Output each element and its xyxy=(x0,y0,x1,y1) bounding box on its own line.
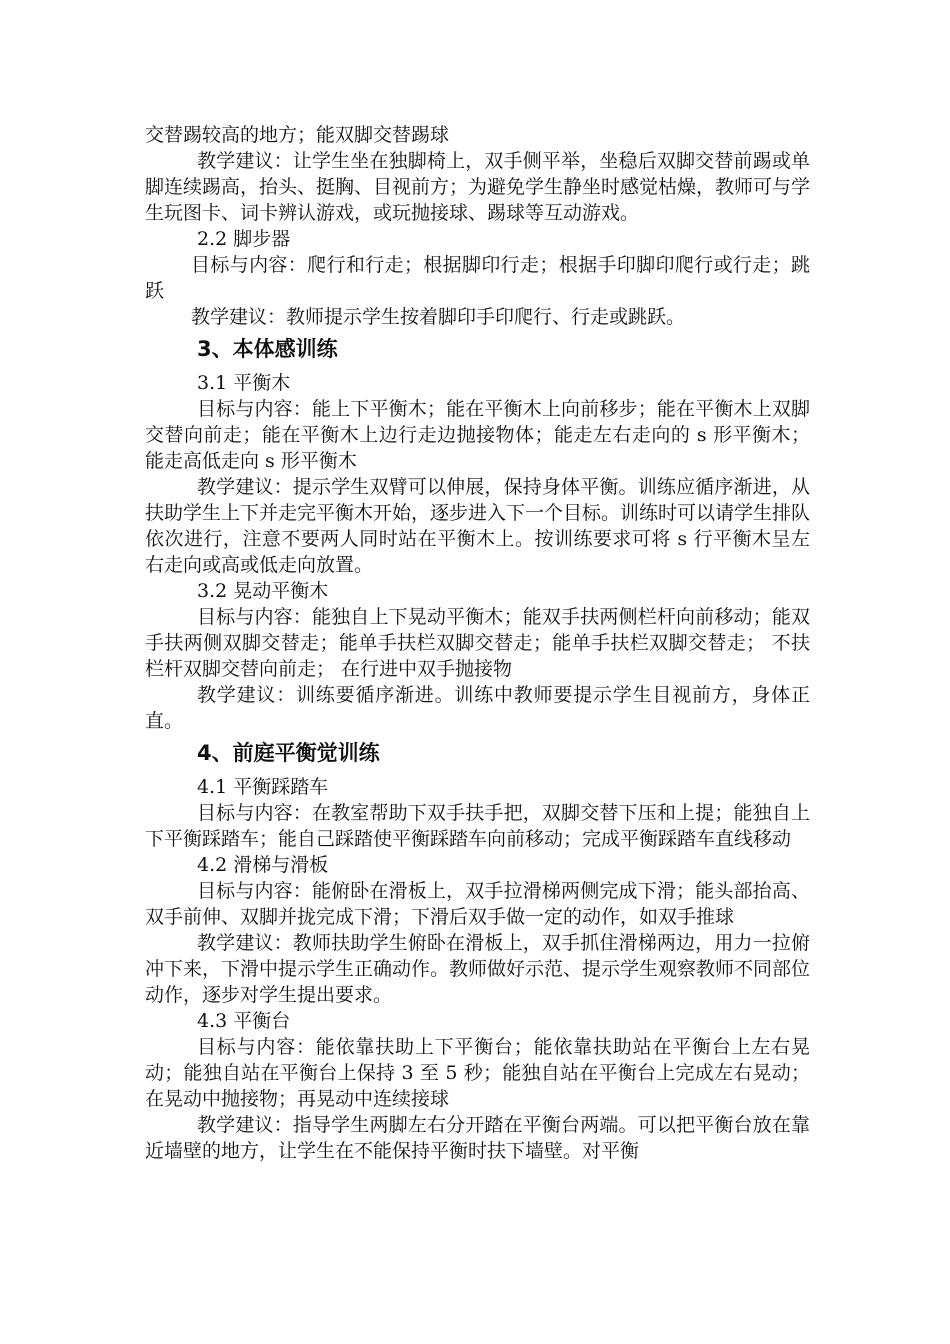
paragraph: 目标与内容：能独自上下晃动平衡木；能双手扶两侧栏杆向前移动；能双手扶两侧双脚交替走；能单手扶栏双脚交替走；能单手扶栏双脚交替走； 不扶栏杆双脚交替向前走； 在行进中双手抛接物 xyxy=(145,606,810,680)
paragraph: 教学建议：教师提示学生按着脚印手印爬行、行走或跳跃。 xyxy=(191,306,686,328)
document-page xyxy=(145,122,810,1164)
paragraph: 目标与内容：能俯卧在滑板上，双手拉滑梯两侧完成下滑；能头部抬高、双手前伸、双脚并拢完成下滑；下滑后双手做一定的动作，如双手推球 xyxy=(145,880,810,928)
paragraph: 目标与内容：在教室帮助下双手扶手把，双脚交替下压和上提；能独自上下平衡踩踏车；能自己踩踏使平衡踩踏车向前移动；完成平衡踩踏车直线移动 xyxy=(145,802,810,850)
paragraph: 教学建议：提示学生双臂可以伸展，保持身体平衡。训练应循序渐进，从扶助学生上下并走完平衡木开始，逐步进入下一个目标。训练时可以请学生排队依次进行，注意不要两人同时站在平衡木上。按训练要求可将 s 行平衡木呈左右走向或高或低走向放置。 xyxy=(145,476,811,576)
section-heading: 3、本体感训练 xyxy=(197,337,338,361)
subsection-title: 3.1 平衡木 xyxy=(197,372,291,394)
section-heading: 4、前庭平衡觉训练 xyxy=(197,741,380,765)
paragraph: 目标与内容：能上下平衡木；能在平衡木上向前移步；能在平衡木上双脚交替向前走；能在平衡木上边行走边抛接物体；能走左右走向的 s 形平衡木；能走高低走向 s 形平衡木 xyxy=(145,398,810,472)
paragraph: 教学建议：指导学生两脚左右分开踏在平衡台两端。可以把平衡台放在靠近墙壁的地方，让学生在不能保持平衡时扶下墙壁。对平衡 xyxy=(145,1114,810,1162)
paragraph: 教学建议：教师扶助学生俯卧在滑板上，双手抓住滑梯两边，用力一拉俯冲下来，下滑中提示学生正确动作。教师做好示范、提示学生观察教师不同部位动作，逐步对学生提出要求。 xyxy=(145,932,811,1006)
paragraph: 目标与内容：能依靠扶助上下平衡台；能依靠扶助站在平衡台上左右晃动；能独自站在平衡台上保持 3 至 5 秒；能独自站在平衡台上完成左右晃动；在晃动中抛接物；再晃动中连续接球 xyxy=(145,1036,810,1110)
subsection-title: 4.2 滑梯与滑板 xyxy=(197,854,329,876)
paragraph: 目标与内容：爬行和行走；根据脚印行走；根据手印脚印爬行或行走；跳跃 xyxy=(145,254,810,302)
subsection-title: 3.2 晃动平衡木 xyxy=(197,580,329,602)
subsection-title: 2.2 脚步器 xyxy=(197,228,291,250)
paragraph: 教学建议：让学生坐在独脚椅上，双手侧平举，坐稳后双脚交替前踢或单脚连续踢高，抬头、挺胸、目视前方；为避免学生静坐时感觉枯燥，教师可与学生玩图卡、词卡辨认游戏，或玩抛接球、踢球等互动游戏。 xyxy=(145,150,811,224)
subsection-title: 4.1 平衡踩踏车 xyxy=(197,776,329,798)
subsection-title: 4.3 平衡台 xyxy=(197,1010,291,1032)
paragraph: 交替踢较高的地方；能双脚交替踢球 xyxy=(145,124,450,146)
paragraph: 教学建议：训练要循序渐进。训练中教师要提示学生目视前方，身体正直。 xyxy=(145,684,810,732)
